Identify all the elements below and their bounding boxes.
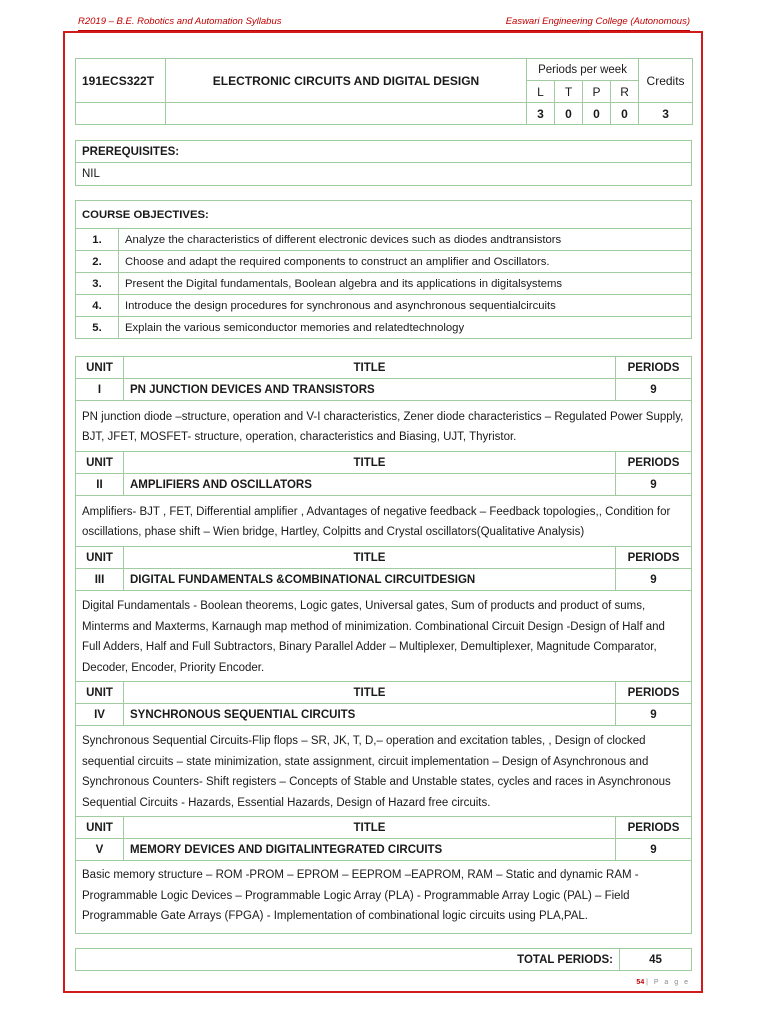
title-col-header: TITLE [124,452,616,474]
page-number [636,979,690,986]
ltpr-value-t: 0 [555,103,583,125]
unit-content: Synchronous Sequential Circuits-Flip flops – SR, JK, T, D,– operation and excitation tables, , Design of clocked sequential circuits – state minimization, state assignment, circuit implementation – Design of Asynchronous and Synchronous Counters- Shift registers – Concepts of Stable and Unstable states, cycles and races in Asynchronous Sequential Circuits - Hazards, Essential Hazards, Design of Hazard free circuits. [76,726,692,817]
total-periods-value: 45 [620,949,692,971]
objective-number: 5. [76,317,119,339]
objective-text: Introduce the design procedures for synchronous and asynchronous sequentialcircuits [119,295,692,317]
unit-title-row [76,379,692,401]
course-code: 191ECS322T [76,59,166,103]
prerequisites-label: PREREQUISITES: [76,141,692,163]
objective-text: Choose and adapt the required components to construct an amplifier and Oscillators. [119,251,692,273]
periods-col-header: PERIODS [616,682,692,704]
ltpr-label-t: T [555,81,583,103]
title-col-header: TITLE [124,357,616,379]
unit-content: Basic memory structure – ROM -PROM – EPROM – EEPROM –EAPROM, RAM – Static and dynamic RAM - Programmable Logic Devices – Programmable Logic Array (PLA) - Programmable Array Logic (PAL) – Field Programmable Gate Arrays (FPGA) - Implementation of combinational logic circuits using PLA,PAL. [76,861,692,934]
unit-col-header: UNIT [76,817,124,839]
unit-number: III [76,569,124,591]
units-table [75,356,692,934]
objective-row [76,273,692,295]
unit-content: Digital Fundamentals - Boolean theorems, Logic gates, Universal gates, Sum of products and product of sums, Minterms and Maxterms, Karnaugh map method of minimization. Combinational Circuit Design -Design of Half and Full Adders, Half and Full Subtractors, Binary Parallel Adder – Multiplexer, Demultiplexer, Magnitude Comparator, Decoder, Encoder, Priority Encoder. [76,591,692,682]
course-header-table [75,58,693,125]
total-periods-label: TOTAL PERIODS: [76,949,620,971]
objective-text: Explain the various semiconductor memories and relatedtechnology [119,317,692,339]
unit-title-row [76,569,692,591]
unit-header-row [76,817,692,839]
unit-title-row [76,839,692,861]
unit-header-row [76,357,692,379]
unit-title-row [76,704,692,726]
objective-row [76,295,692,317]
units-block [75,356,692,934]
periods-col-header: PERIODS [616,357,692,379]
objectives-table [75,200,692,339]
title-col-header: TITLE [124,547,616,569]
unit-col-header: UNIT [76,452,124,474]
ltpr-value-r: 0 [611,103,639,125]
objective-number: 3. [76,273,119,295]
course-header-block [75,58,692,125]
unit-col-header: UNIT [76,357,124,379]
unit-col-header: UNIT [76,547,124,569]
credits-value: 3 [639,103,693,125]
objective-number: 1. [76,229,119,251]
prerequisites-table [75,140,692,186]
periods-per-week-label: Periods per week [527,59,639,81]
objective-number: 4. [76,295,119,317]
ltpr-value-l: 3 [527,103,555,125]
unit-header-row [76,682,692,704]
unit-title: DIGITAL FUNDAMENTALS &COMBINATIONAL CIRCUITDESIGN [124,569,616,591]
page-header-right: Easwari Engineering College (Autonomous) [505,16,690,27]
unit-title: AMPLIFIERS AND OSCILLATORS [124,474,616,496]
unit-number: I [76,379,124,401]
prerequisites-block [75,140,692,186]
objectives-label: COURSE OBJECTIVES: [76,201,692,229]
periods-col-header: PERIODS [616,817,692,839]
total-table [75,948,692,971]
unit-periods: 9 [616,379,692,401]
unit-header-row [76,452,692,474]
page-number-value: 54 [636,979,645,986]
title-col-header: TITLE [124,817,616,839]
unit-col-header: UNIT [76,682,124,704]
periods-col-header: PERIODS [616,547,692,569]
objective-text: Analyze the characteristics of different electronic devices such as diodes andtransistors [119,229,692,251]
unit-periods: 9 [616,704,692,726]
ltpr-label-r: R [611,81,639,103]
periods-col-header: PERIODS [616,452,692,474]
total-block [75,948,692,971]
objective-row [76,251,692,273]
objective-row [76,229,692,251]
ltpr-label-p: P [583,81,611,103]
course-title: ELECTRONIC CIRCUITS AND DIGITAL DESIGN [166,59,527,103]
page-header [78,16,690,31]
page-header-left: R2019 – B.E. Robotics and Automation Syllabus [78,16,282,27]
objective-number: 2. [76,251,119,273]
unit-number: V [76,839,124,861]
unit-periods: 9 [616,839,692,861]
unit-periods: 9 [616,569,692,591]
unit-periods: 9 [616,474,692,496]
unit-title-row [76,474,692,496]
prerequisites-value: NIL [76,163,692,186]
unit-title: MEMORY DEVICES AND DIGITALINTEGRATED CIRCUITS [124,839,616,861]
unit-content: PN junction diode –structure, operation and V-I characteristics, Zener diode characteristics – Regulated Power Supply, BJT, JFET, MOSFET- structure, operation, characteristics and Biasing, UJT, Thyristor. [76,401,692,452]
objective-row [76,317,692,339]
unit-content: Amplifiers- BJT , FET, Differential amplifier , Advantages of negative feedback – Feedback topologies,, Condition for oscillations, phase shift – Wien bridge, Hartley, Colpitts and Crystal oscillators(Qualitative Analysis) [76,496,692,547]
unit-header-row [76,547,692,569]
unit-title: PN JUNCTION DEVICES AND TRANSISTORS [124,379,616,401]
unit-title: SYNCHRONOUS SEQUENTIAL CIRCUITS [124,704,616,726]
credits-label: Credits [639,59,693,103]
objective-text: Present the Digital fundamentals, Boolean algebra and its applications in digitalsystems [119,273,692,295]
ltpr-label-l: L [527,81,555,103]
unit-number: IV [76,704,124,726]
objectives-block [75,200,692,339]
unit-number: II [76,474,124,496]
ltpr-value-p: 0 [583,103,611,125]
page-number-label: | P a g e [646,979,690,986]
title-col-header: TITLE [124,682,616,704]
